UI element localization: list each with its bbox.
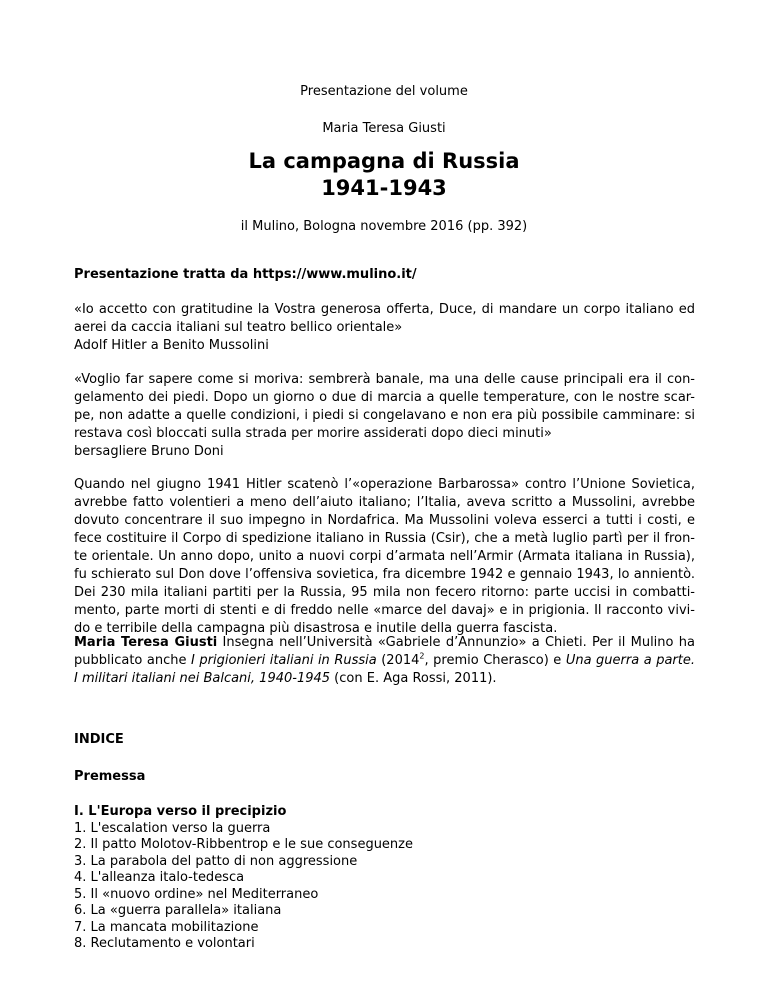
toc-item: 3. La parabola del patto di non aggressione (74, 853, 358, 869)
quote-line: pe, non adatte a quelle condizioni, i piedi si congelavano e non era più possibile camminare: si (74, 408, 695, 423)
chapter-title-text: I. L'Europa verso il precipizio (74, 804, 287, 819)
quote-attribution: Adolf Hitler a Benito Mussolini (74, 338, 269, 353)
toc-item: 5. Il «nuovo ordine» nel Mediterraneo (74, 886, 319, 902)
edition-superscript: 2 (419, 651, 425, 661)
toc-item: 2. Il patto Molotov-Ribbentrop e le sue conseguenze (74, 837, 413, 852)
toc-item: 4. L'alleanza italo-tedesca (74, 870, 245, 885)
index-heading (74, 731, 695, 749)
summary-line: do e terribile della campagna più disastrosa e inutile della guerra fascista. (74, 621, 558, 636)
quote-attribution: bersagliere Bruno Doni (74, 444, 224, 459)
premessa-text: Premessa (74, 769, 146, 784)
summary-line: fece costituire il Corpo di spedizione italiano in Russia (Csir), che a metà luglio partì per il fron- (74, 531, 695, 546)
bio-line (74, 652, 695, 670)
book-reference: I militari italiani nei Balcani, 1940-1945 (74, 671, 331, 686)
bio-text: , premio Cherasco) e (424, 653, 566, 668)
index-premessa (74, 768, 695, 786)
toc-item: 7. La mancata mobilitazione (74, 919, 259, 935)
author-bio (74, 634, 695, 688)
toc-item: 1. L'escalation verso la guerra (74, 820, 271, 836)
source-heading-text: Presentazione tratta da https://www.mulino.it/ (74, 267, 417, 282)
bio-text: (con E. Aga Rossi, 2011). (330, 671, 497, 686)
bio-author-name: Maria Teresa Giusti (74, 635, 218, 650)
toc-item: 8. Reclutamento e volontari (74, 936, 255, 951)
bio-line (74, 634, 695, 652)
book-title (0, 148, 768, 202)
summary-line: te orientale. Un anno dopo, unito a nuovi corpi d’armata nell’Armir (Armata italiana in Russia), (74, 549, 695, 564)
chapter-title (74, 804, 695, 821)
book-reference: I prigionieri italiani in Russia (191, 653, 377, 668)
toc-item: 6. La «guerra parallela» italiana (74, 903, 282, 918)
quote-line: gelamento dei piedi. Dopo un giorno o due di marcia a quelle temperature, con le nostre scar- (74, 390, 695, 405)
summary-paragraph (74, 476, 695, 638)
bio-text: pubblicato anche (74, 653, 192, 668)
index-heading-text: INDICE (74, 732, 124, 747)
index-chapter (74, 804, 695, 953)
book-title-line-2: 1941-1943 (321, 176, 447, 200)
summary-line: fu schierato sul Don dove l’offensiva sovietica, fra dicembre 1942 e gennaio 1943, lo annientò. (74, 567, 695, 582)
author-name: Maria Teresa Giusti (322, 121, 446, 136)
summary-line: mento, parte morti di stenti e di freddo nelle «marce del davaj» e in prigionia. Il racconto vivi- (74, 603, 695, 618)
book-title-line-1: La campagna di Russia (248, 149, 520, 173)
bio-text: Insegna nell’Università «Gabriele d’Annunzio» a Chieti. Per il Mulino ha (217, 635, 696, 650)
summary-line: Quando nel giugno 1941 Hitler scatenò l’«operazione Barbarossa» contro l’Unione Sovietica, (74, 477, 695, 492)
bio-text: (2014 (376, 653, 420, 668)
quote-line: aerei da caccia italiani sul teatro bellico orientale» (74, 320, 403, 335)
bio-line (74, 670, 695, 688)
book-reference: Una guerra a parte. (565, 653, 695, 668)
quote-doni (74, 371, 695, 461)
source-heading (74, 266, 695, 284)
quote-line: restava così bloccati sulla strada per morire assiderati dopo dieci minuti» (74, 426, 552, 441)
quote-line: «Voglio far sapere come si moriva: sembrerà banale, ma una delle cause principali era il con- (74, 372, 695, 387)
summary-line: Dei 230 mila italiani partiti per la Russia, 95 mila non fecero ritorno: parte uccisi in combatti- (74, 585, 695, 600)
summary-line: dovuto concentrare il suo impegno in Nordafrica. Ma Mussolini voleva esserci a tutti i costi, e (74, 513, 695, 528)
quote-hitler (74, 301, 695, 355)
publisher-info: il Mulino, Bologna novembre 2016 (pp. 392) (240, 219, 528, 234)
pre-title: Presentazione del volume (300, 84, 468, 99)
quote-line: «Io accetto con gratitudine la Vostra generosa offerta, Duce, di mandare un corpo italiano ed (74, 302, 695, 317)
summary-line: avrebbe fatto volentieri a meno dell’aiuto italiano; l’Italia, aveva scritto a Mussolini, avrebbe (74, 495, 695, 510)
